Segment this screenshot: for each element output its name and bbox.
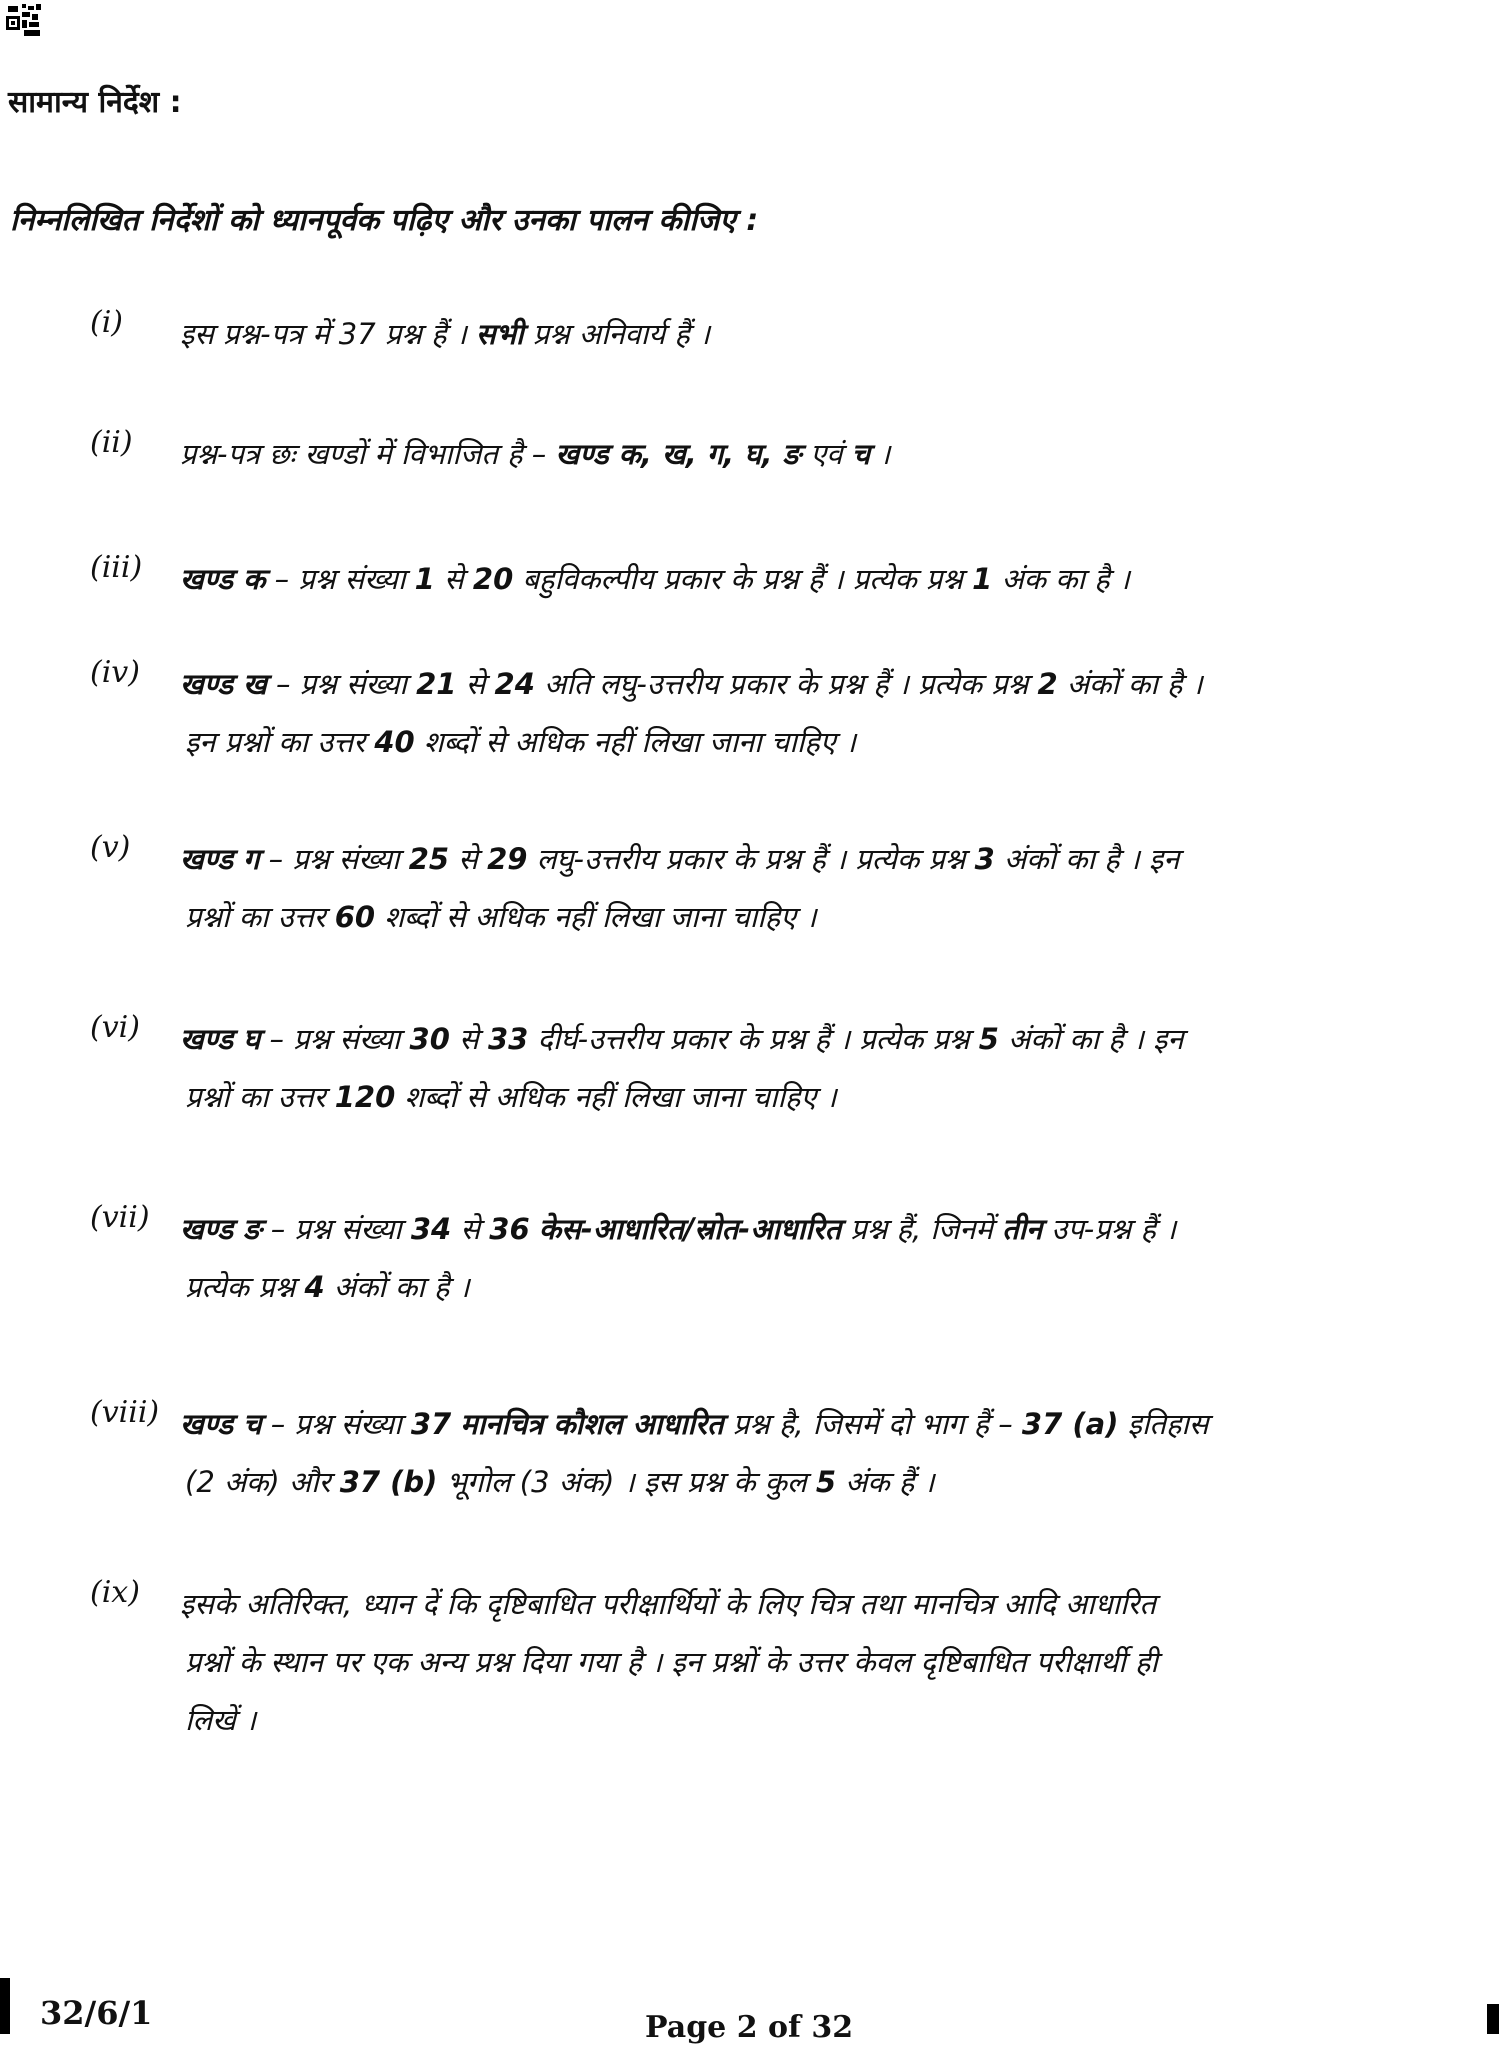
- text-segment: प्रश्नों का उत्तर: [185, 1080, 335, 1114]
- instruction-line: [90, 713, 1450, 771]
- instruction-line: [90, 425, 1450, 483]
- instruction-number: (iii): [90, 550, 143, 585]
- text-segment: अंकों का है । इन: [994, 842, 1180, 876]
- text-segment: एवं: [801, 437, 852, 471]
- text-segment: शब्दों से अधिक नहीं लिखा जाना चाहिए ।: [414, 725, 856, 759]
- instruction-line: [90, 1691, 1450, 1749]
- emphasis-text: खण्ड च: [180, 1407, 262, 1441]
- instruction-item: [90, 830, 1450, 946]
- instruction-number: (ix): [90, 1575, 140, 1610]
- emphasis-text: 1: [414, 562, 435, 596]
- instruction-line: [90, 1453, 1450, 1511]
- emphasis-text: 60: [334, 900, 376, 934]
- instruction-number: (ii): [90, 425, 133, 460]
- text-segment: – प्रश्न संख्या: [261, 1407, 411, 1441]
- text-segment: अंकों का है ।: [324, 1270, 470, 1304]
- emphasis-text: 29: [487, 842, 528, 876]
- instruction-number: (iv): [90, 655, 140, 690]
- page-number: Page 2 of 32: [645, 2010, 854, 2045]
- emphasis-text: 3: [974, 842, 995, 876]
- text-segment: – प्रश्न संख्या: [261, 1212, 411, 1246]
- instruction-line: [90, 1010, 1450, 1068]
- text-segment: प्रश्न हैं, जिनमें: [841, 1212, 1003, 1246]
- text-segment: – प्रश्न संख्या: [266, 667, 417, 701]
- emphasis-text: खण्ड क: [180, 562, 266, 596]
- text-segment: दीर्घ-उत्तरीय प्रकार के प्रश्न हैं । प्रत्येक प्रश्न: [528, 1022, 979, 1056]
- emphasis-text: खण्ड ख: [180, 667, 267, 701]
- text-segment: इतिहास: [1118, 1407, 1209, 1441]
- instruction-item: [90, 425, 1450, 483]
- instruction-item: [90, 305, 1450, 363]
- instruction-line: [90, 305, 1450, 363]
- text-segment: [530, 1212, 539, 1246]
- instruction-item: [90, 1575, 1450, 1749]
- text-segment: शब्दों से अधिक नहीं लिखा जाना चाहिए ।: [395, 1080, 837, 1114]
- instruction-line: [90, 1575, 1450, 1633]
- text-segment: अंक हैं ।: [836, 1465, 935, 1499]
- instruction-item: [90, 1395, 1450, 1511]
- emphasis-text: 20: [472, 562, 514, 596]
- text-segment: शब्दों से अधिक नहीं लिखा जाना चाहिए ।: [375, 900, 817, 934]
- text-segment: – प्रश्न संख्या: [259, 842, 409, 876]
- instruction-line: [90, 655, 1450, 713]
- text-segment: भूगोल (3 अंक) । इस प्रश्न के कुल: [437, 1465, 816, 1499]
- text-segment: प्रत्येक प्रश्न: [185, 1270, 305, 1304]
- emphasis-text: 30: [409, 1022, 450, 1056]
- instruction-line: [90, 1068, 1450, 1126]
- text-segment: ।: [870, 437, 891, 471]
- emphasis-text: 2: [1037, 667, 1058, 701]
- emphasis-text: 4: [304, 1270, 325, 1304]
- emphasis-text: 40: [374, 725, 415, 759]
- text-segment: इस प्रश्न-पत्र में 37 प्रश्न हैं ।: [180, 317, 476, 351]
- emphasis-text: 1: [972, 562, 993, 596]
- text-segment: लघु-उत्तरीय प्रकार के प्रश्न हैं । प्रत्येक प्रश्न: [527, 842, 975, 876]
- text-segment: से: [449, 842, 488, 876]
- emphasis-text: 34: [410, 1212, 452, 1246]
- text-segment: इसके अतिरिक्त, ध्यान दें कि दृष्टिबाधित परीक्षार्थियों के लिए चित्र तथा मानचित्र आदि आधारित: [180, 1587, 1156, 1621]
- instruction-line: [90, 830, 1450, 888]
- instruction-line: [90, 1633, 1450, 1691]
- emphasis-text: तीन: [1002, 1212, 1043, 1246]
- emphasis-text: खण्ड घ: [180, 1022, 261, 1056]
- instruction-item: [90, 655, 1450, 771]
- emphasis-text: सभी: [475, 317, 524, 351]
- qr-code-icon: [4, 2, 44, 38]
- text-segment: उप-प्रश्न हैं ।: [1042, 1212, 1177, 1246]
- emphasis-text: च: [851, 437, 871, 471]
- text-segment: – प्रश्न संख्या: [260, 1022, 410, 1056]
- instruction-item: [90, 1200, 1450, 1316]
- text-segment: प्रश्न है, जिसमें दो भाग हैं –: [723, 1407, 1022, 1441]
- emphasis-text: खण्ड ङ: [180, 1212, 262, 1246]
- text-segment: [451, 1407, 460, 1441]
- text-segment: अति लघु-उत्तरीय प्रकार के प्रश्न हैं । प्रत्येक प्रश्न: [534, 667, 1038, 701]
- text-segment: से: [434, 562, 473, 596]
- text-segment: अंकों का है ।: [1057, 667, 1203, 701]
- instruction-line: [90, 550, 1450, 608]
- instruction-line: [90, 1258, 1450, 1316]
- emphasis-text: 36: [489, 1212, 530, 1246]
- emphasis-text: 5: [978, 1022, 999, 1056]
- text-segment: से: [451, 1212, 490, 1246]
- text-segment: इन प्रश्नों का उत्तर: [185, 725, 375, 759]
- text-segment: से: [449, 1022, 488, 1056]
- instruction-number: (i): [90, 305, 124, 340]
- text-segment: अंक का है ।: [992, 562, 1130, 596]
- text-segment: (2 अंक) और: [185, 1465, 340, 1499]
- text-segment: लिखें ।: [185, 1703, 257, 1737]
- emphasis-text: 120: [334, 1080, 396, 1114]
- emphasis-text: 25: [408, 842, 450, 876]
- text-segment: अंकों का है । इन: [998, 1022, 1184, 1056]
- instruction-item: [90, 1010, 1450, 1126]
- emphasis-text: खण्ड क, ख, ग, घ, ङ: [555, 437, 802, 471]
- instruction-number: (v): [90, 830, 131, 865]
- emphasis-text: 21: [416, 667, 457, 701]
- text-segment: प्रश्नों के स्थान पर एक अन्य प्रश्न दिया गया है । इन प्रश्नों के उत्तर केवल दृष्टिबाधित परीक्षार्थी ही: [185, 1645, 1158, 1679]
- text-segment: बहुविकल्पीय प्रकार के प्रश्न हैं । प्रत्येक प्रश्न: [513, 562, 973, 596]
- instructions-intro: निम्नलिखित निर्देशों को ध्यानपूर्वक पढ़िए और उनका पालन कीजिए :: [10, 203, 759, 238]
- emphasis-text: मानचित्र कौशल आधारित: [460, 1407, 724, 1441]
- emphasis-text: 37: [410, 1407, 452, 1441]
- instruction-line: [90, 1200, 1450, 1258]
- footer-mark-left: [0, 1978, 10, 2034]
- text-segment: – प्रश्न संख्या: [265, 562, 415, 596]
- emphasis-text: 37 (a): [1021, 1407, 1119, 1441]
- footer-mark-right: [1487, 2004, 1499, 2034]
- instruction-line: [90, 888, 1450, 946]
- emphasis-text: 33: [487, 1022, 529, 1056]
- emphasis-text: केस-आधारित/स्रोत-आधारित: [538, 1212, 842, 1246]
- emphasis-text: 24: [494, 667, 535, 701]
- instruction-item: [90, 550, 1450, 608]
- text-segment: प्रश्न-पत्र छः खण्डों में विभाजित है –: [180, 437, 556, 471]
- text-segment: प्रश्नों का उत्तर: [185, 900, 335, 934]
- instruction-line: [90, 1395, 1450, 1453]
- paper-code: 32/6/1: [40, 1994, 153, 2032]
- emphasis-text: 5: [815, 1465, 837, 1499]
- text-segment: प्रश्न अनिवार्य हैं ।: [523, 317, 710, 351]
- emphasis-text: 37 (b): [339, 1465, 438, 1499]
- instruction-number: (vi): [90, 1010, 140, 1045]
- page-heading: सामान्य निर्देश :: [8, 85, 182, 120]
- emphasis-text: खण्ड ग: [180, 842, 260, 876]
- text-segment: से: [456, 667, 495, 701]
- instruction-number: (viii): [90, 1395, 160, 1430]
- instruction-number: (vii): [90, 1200, 150, 1235]
